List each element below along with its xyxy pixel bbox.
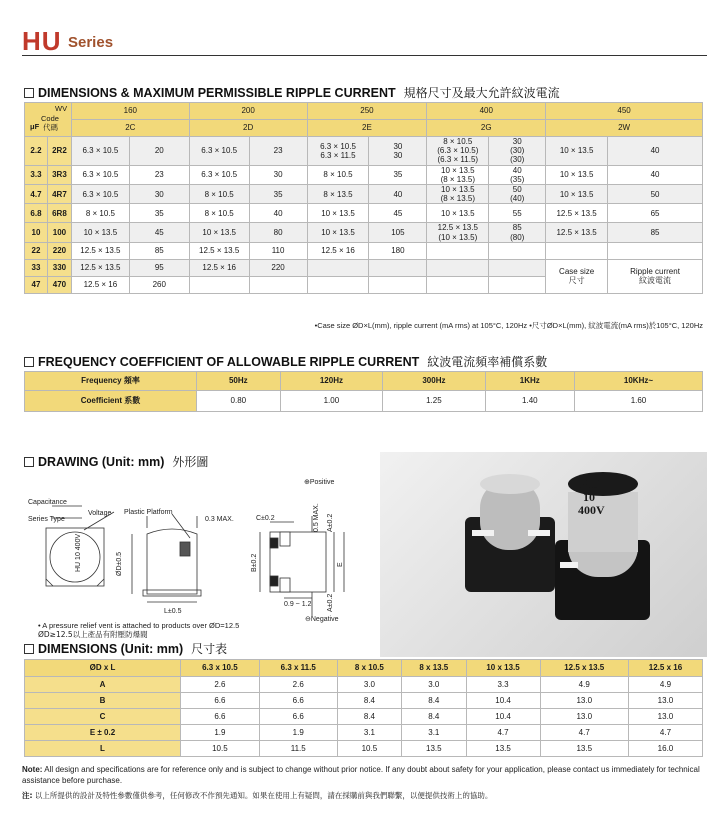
- ripple-value-cell: 180: [369, 242, 427, 259]
- ripple-value-cell: 45: [129, 223, 189, 242]
- dims-value-cell: 13.0: [540, 709, 628, 725]
- label-b02: B±0.2: [251, 553, 258, 572]
- label-positive: ⊕Positive: [304, 479, 335, 486]
- label-w: 0.9 ~ 1.2: [284, 601, 312, 608]
- label-capacitance: Capacitance: [28, 499, 67, 506]
- section-title-ripple: DIMENSIONS & MAXIMUM PERMISSIBLE RIPPLE CURRENT 規格尺寸及最大允許紋波電流: [24, 84, 560, 101]
- label-series-type: Series Type: [28, 516, 65, 523]
- dims-row-label: C: [25, 709, 181, 725]
- dims-value-cell: 10.4: [466, 693, 540, 709]
- ripple-value-cell: 65: [608, 204, 703, 223]
- case-size-cell: 10 × 13.5: [427, 204, 489, 223]
- dims-value-cell: 13.5: [466, 741, 540, 757]
- case-size-cell: 8 × 13.5: [307, 184, 369, 203]
- dims-value-cell: 8.4: [402, 693, 466, 709]
- page-header: [22, 22, 707, 56]
- photo-marking-voltage: 400V: [578, 503, 605, 517]
- size-header-cell: 6.3 x 10.5: [181, 660, 260, 677]
- case-size-cell: [546, 242, 608, 259]
- dims-value-cell: 11.5: [259, 741, 337, 757]
- voltage-header-450: 450: [546, 103, 703, 120]
- dims-value-cell: 13.0: [628, 693, 702, 709]
- frequency-cell: 120Hz: [280, 372, 383, 391]
- dims-value-cell: 13.5: [402, 741, 466, 757]
- case-size-cell: 10 × 13.5: [546, 184, 608, 203]
- label-e: E: [337, 562, 344, 567]
- row-uf: 4.7: [25, 184, 48, 203]
- top-view-marking: HU 10 400V: [75, 533, 82, 572]
- case-size-cell: [427, 276, 489, 293]
- coefficient-cell: 1.40: [485, 391, 574, 412]
- row-uf: 2.2: [25, 137, 48, 166]
- dims-row-label: L: [25, 741, 181, 757]
- checkbox-square-icon: [24, 457, 34, 467]
- legend-case-size: Case size 尺寸: [546, 259, 608, 293]
- corner-wv: WV: [55, 104, 68, 113]
- case-size-cell: 10 × 13.5 (8 × 13.5): [427, 165, 489, 184]
- series-label: Series: [68, 34, 114, 51]
- ripple-value-cell: 30: [249, 165, 307, 184]
- frequency-cell: 1KHz: [485, 372, 574, 391]
- code-header-2W: 2W: [546, 120, 703, 137]
- ripple-value-cell: 80: [249, 223, 307, 242]
- ripple-value-cell: [369, 276, 427, 293]
- case-size-cell: 10 × 13.5: [307, 204, 369, 223]
- ripple-value-cell: 50 (40): [489, 184, 546, 203]
- ripple-table: [24, 102, 703, 294]
- ripple-value-cell: 30 30: [369, 137, 427, 166]
- dims-value-cell: 4.9: [628, 677, 702, 693]
- frequency-table: [24, 371, 703, 412]
- dims-value-cell: 4.7: [540, 725, 628, 741]
- ripple-value-cell: 40: [608, 165, 703, 184]
- ripple-value-cell: 30 (30) (30): [489, 137, 546, 166]
- dimensions-table: [24, 659, 703, 757]
- size-header-cell: 6.3 x 11.5: [259, 660, 337, 677]
- dims-value-cell: 6.6: [259, 693, 337, 709]
- coefficient-cell: 0.80: [197, 391, 281, 412]
- case-size-cell: 12.5 × 16: [307, 242, 369, 259]
- ripple-value-cell: 220: [249, 259, 307, 276]
- voltage-header-200: 200: [189, 103, 307, 120]
- case-size-cell: 12.5 × 13.5: [189, 242, 249, 259]
- ripple-value-cell: 30: [129, 184, 189, 203]
- section-title-frequency: FREQUENCY COEFFICIENT OF ALLOWABLE RIPPLE CURRENT 紋波電流頻率補償系數: [24, 353, 547, 370]
- label-a02-bottom: A±0.2: [327, 593, 334, 612]
- case-size-cell: 8 × 10.5 (6.3 × 10.5) (6.3 × 11.5): [427, 137, 489, 166]
- checkbox-square-icon: [24, 644, 34, 654]
- row-code: 2R2: [47, 137, 71, 166]
- case-size-cell: [307, 276, 369, 293]
- ripple-value-cell: 105: [369, 223, 427, 242]
- size-header-cell: 8 x 10.5: [337, 660, 401, 677]
- case-size-cell: 12.5 × 13.5: [71, 259, 129, 276]
- code-header-2C: 2C: [71, 120, 189, 137]
- label-l05: L±0.5: [164, 608, 182, 615]
- dims-value-cell: 4.7: [466, 725, 540, 741]
- ripple-value-cell: 85: [129, 242, 189, 259]
- dims-row-label: E ± 0.2: [25, 725, 181, 741]
- dims-value-cell: 4.9: [540, 677, 628, 693]
- dims-value-cell: 6.6: [181, 709, 260, 725]
- ripple-value-cell: 55: [489, 204, 546, 223]
- corner-code-cn: 代碼: [43, 123, 58, 132]
- ripple-value-cell: 35: [249, 184, 307, 203]
- label-d05: ØD±0.5: [116, 551, 123, 576]
- case-size-cell: 6.3 × 10.5: [189, 165, 249, 184]
- case-size-cell: 6.3 × 10.5 6.3 × 11.5: [307, 137, 369, 166]
- case-size-cell: 12.5 × 16: [71, 276, 129, 293]
- dims-value-cell: 3.0: [402, 677, 466, 693]
- ripple-note: •Case size ØD×L(mm), ripple current (mA rms) at 105°C, 120Hz •尺寸ØD×L(mm), 紋波電流(mA rms)於105°C, 120Hz: [314, 321, 703, 330]
- case-size-cell: 12.5 × 13.5: [546, 204, 608, 223]
- section-title-drawing: DRAWING (Unit: mm) 外形圖: [24, 453, 208, 470]
- case-size-cell: [427, 259, 489, 276]
- dims-value-cell: 8.4: [402, 709, 466, 725]
- checkbox-square-icon: [24, 88, 34, 98]
- dims-value-cell: 13.0: [628, 709, 702, 725]
- dims-value-cell: 1.9: [181, 725, 260, 741]
- dims-value-cell: 2.6: [259, 677, 337, 693]
- legend-ripple-current: Ripple current 紋波電流: [608, 259, 703, 293]
- case-size-cell: 8 × 10.5: [71, 204, 129, 223]
- case-size-cell: [427, 242, 489, 259]
- ripple-value-cell: 260: [129, 276, 189, 293]
- ripple-value-cell: 95: [129, 259, 189, 276]
- case-size-cell: 10 × 13.5: [189, 223, 249, 242]
- label-plastic-platform: Plastic Platform: [124, 509, 173, 516]
- frequency-cell: 10KHz~: [574, 372, 702, 391]
- size-header-cell: 10 x 13.5: [466, 660, 540, 677]
- series-brand: HU: [22, 26, 62, 56]
- ripple-value-cell: [249, 276, 307, 293]
- label-c02: C±0.2: [256, 515, 275, 522]
- row-uf: 3.3: [25, 165, 48, 184]
- dims-value-cell: 2.6: [181, 677, 260, 693]
- dims-value-cell: 3.1: [402, 725, 466, 741]
- row-code: 470: [47, 276, 71, 293]
- case-size-cell: 10 × 13.5: [546, 137, 608, 166]
- dims-value-cell: 6.6: [181, 693, 260, 709]
- row-uf: 47: [25, 276, 48, 293]
- row-code: 100: [47, 223, 71, 242]
- row-code: 3R3: [47, 165, 71, 184]
- coefficient-cell: 1.25: [383, 391, 486, 412]
- dims-value-cell: 8.4: [337, 693, 401, 709]
- dims-value-cell: 13.5: [540, 741, 628, 757]
- row-code: 330: [47, 259, 71, 276]
- dims-value-cell: 4.7: [628, 725, 702, 741]
- ripple-value-cell: 40: [369, 184, 427, 203]
- outline-drawing: [22, 472, 374, 642]
- ripple-value-cell: 110: [249, 242, 307, 259]
- case-size-cell: [307, 259, 369, 276]
- case-size-cell: 8 × 10.5: [189, 204, 249, 223]
- row-uf: 10: [25, 223, 48, 242]
- ripple-value-cell: 40 (35): [489, 165, 546, 184]
- ripple-value-cell: 35: [129, 204, 189, 223]
- side-view-can: [147, 529, 197, 594]
- code-header-2E: 2E: [307, 120, 427, 137]
- dims-value-cell: 16.0: [628, 741, 702, 757]
- dims-value-cell: 3.1: [337, 725, 401, 741]
- dims-row-label: B: [25, 693, 181, 709]
- ripple-value-cell: 85 (80): [489, 223, 546, 242]
- ripple-value-cell: 40: [249, 204, 307, 223]
- dims-value-cell: 6.6: [259, 709, 337, 725]
- ripple-corner-cell: [25, 103, 72, 137]
- product-photo: [380, 452, 707, 657]
- label-max05: 0.5 MAX.: [313, 503, 320, 532]
- checkbox-square-icon: [24, 357, 34, 367]
- corner-code: Code: [41, 114, 59, 123]
- voltage-header-160: 160: [71, 103, 189, 120]
- case-size-cell: 6.3 × 10.5: [71, 137, 129, 166]
- ripple-value-cell: 20: [129, 137, 189, 166]
- frequency-cell: 50Hz: [197, 372, 281, 391]
- dims-value-cell: 8.4: [337, 709, 401, 725]
- label-a02-top: A±0.2: [327, 513, 334, 532]
- case-size-cell: 6.3 × 10.5: [71, 184, 129, 203]
- case-size-cell: 8 × 10.5: [189, 184, 249, 203]
- ripple-value-cell: [489, 276, 546, 293]
- vent-note: • A pressure relief vent is attached to products over ØD=12.5 ØD≥12.5以上產品有附壓防爆閥: [38, 621, 240, 640]
- frequency-label: Frequency 頻率: [25, 372, 197, 391]
- label-negative: ⊖Negative: [305, 616, 339, 623]
- case-size-cell: 10 × 13.5: [307, 223, 369, 242]
- label-max-03: 0.3 MAX.: [205, 516, 234, 523]
- dims-row-label: A: [25, 677, 181, 693]
- size-header-cell: 12.5 x 16: [628, 660, 702, 677]
- row-uf: 6.8: [25, 204, 48, 223]
- voltage-header-250: 250: [307, 103, 427, 120]
- case-size-cell: 10 × 13.5 (8 × 13.5): [427, 184, 489, 203]
- coefficient-cell: 1.60: [574, 391, 702, 412]
- frequency-cell: 300Hz: [383, 372, 486, 391]
- size-header-cell: 8 x 13.5: [402, 660, 466, 677]
- ripple-value-cell: 50: [608, 184, 703, 203]
- row-code: 220: [47, 242, 71, 259]
- row-code: 6R8: [47, 204, 71, 223]
- row-code: 4R7: [47, 184, 71, 203]
- case-size-cell: 8 × 10.5: [307, 165, 369, 184]
- case-size-cell: 12.5 × 13.5: [546, 223, 608, 242]
- row-uf: 33: [25, 259, 48, 276]
- voltage-header-400: 400: [427, 103, 546, 120]
- section-title-dimensions: DIMENSIONS (Unit: mm) 尺寸表: [24, 640, 227, 657]
- dims-header-label: ØD x L: [25, 660, 181, 677]
- case-size-cell: 6.3 × 10.5: [189, 137, 249, 166]
- corner-uf: μF: [30, 122, 40, 131]
- case-size-cell: 10 × 13.5: [71, 223, 129, 242]
- ripple-value-cell: 23: [129, 165, 189, 184]
- case-size-cell: 12.5 × 13.5: [71, 242, 129, 259]
- coefficient-label: Coefficient 系數: [25, 391, 197, 412]
- code-header-2D: 2D: [189, 120, 307, 137]
- ripple-value-cell: [489, 242, 546, 259]
- size-header-cell: 12.5 x 13.5: [540, 660, 628, 677]
- row-uf: 22: [25, 242, 48, 259]
- coefficient-cell: 1.00: [280, 391, 383, 412]
- dims-value-cell: 13.0: [540, 693, 628, 709]
- ripple-value-cell: [608, 242, 703, 259]
- ripple-value-cell: 85: [608, 223, 703, 242]
- case-size-cell: [189, 276, 249, 293]
- dims-value-cell: 10.4: [466, 709, 540, 725]
- ripple-value-cell: [369, 259, 427, 276]
- dims-value-cell: 1.9: [259, 725, 337, 741]
- case-size-cell: 12.5 × 13.5 (10 × 13.5): [427, 223, 489, 242]
- ripple-value-cell: 45: [369, 204, 427, 223]
- case-size-cell: 10 × 13.5: [546, 165, 608, 184]
- dims-value-cell: 10.5: [337, 741, 401, 757]
- photo-marking-series: HU: [580, 476, 600, 491]
- ripple-value-cell: 35: [369, 165, 427, 184]
- label-voltage: Voltage: [88, 510, 112, 517]
- case-size-cell: 12.5 × 16: [189, 259, 249, 276]
- code-header-2G: 2G: [427, 120, 546, 137]
- dims-value-cell: 3.3: [466, 677, 540, 693]
- footer-note: Note: All design and specifications are for reference only and is subject to change without prior notice. If any doubt about safety for your application, please contact us immediately for technical assistance before purchase. 注: 以上所提供的設計及特性參數僅供參考，任何修改不作預先通知。如果在使用上有疑問，請在採購前與我們聯繫，以便提供技術上的協助。: [22, 765, 700, 800]
- dims-value-cell: 10.5: [181, 741, 260, 757]
- ripple-value-cell: [489, 259, 546, 276]
- photo-marking-cap: 10: [583, 490, 595, 504]
- ripple-value-cell: 23: [249, 137, 307, 166]
- dims-value-cell: 3.0: [337, 677, 401, 693]
- ripple-value-cell: 40: [608, 137, 703, 166]
- case-size-cell: 6.3 × 10.5: [71, 165, 129, 184]
